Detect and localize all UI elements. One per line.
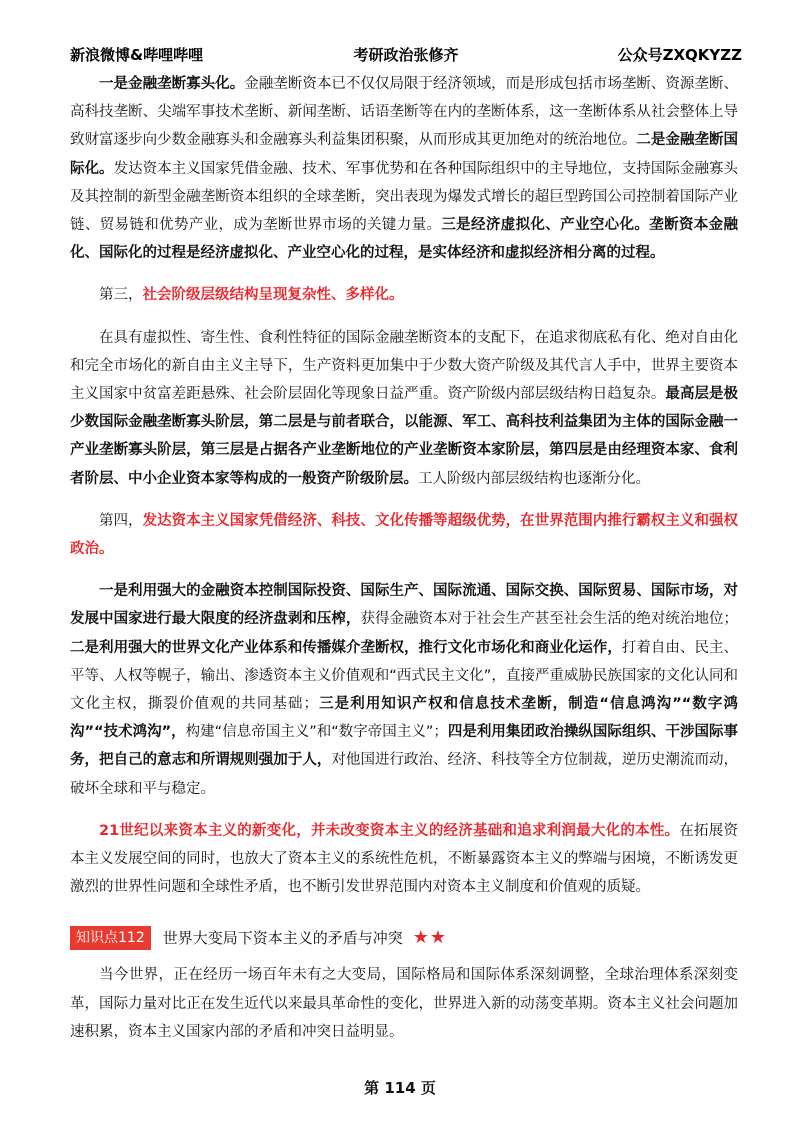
paragraph-hegemony: [70, 577, 738, 803]
red-highlight: 21世纪以来资本主义的新变化，并未改变资本主义的经济基础和追求利润最大化的本性。: [99, 822, 680, 839]
knowledge-point-badge: 知识点112: [70, 926, 151, 950]
text-run: 构建“信息帝国主义”和“数字帝国主义”；: [185, 724, 448, 741]
text-run: 金融垄断资本已不仅仅局限于经济领域，而是形成包括市场垄断、资源垄断、高科技垄断、尖端军事技术垄断、新闻垄断、话语垄断等在内的垄断体系，这一垄断体系从社会整体上导致财富逐步向少数金融寡头和金融寡头利益集团积聚，从而形成其更加绝对的统治地位。: [70, 76, 738, 149]
page-header: [70, 44, 742, 68]
bold-phrase: 一是金融垄断寡头化。: [99, 76, 245, 92]
bold-phrase: 一是利用强大的金融资本控制国际投资、国际生产、国际流通、国际交换、国际贸易、国际市场，对发展中国家进行最大限度的经济盘剥和压榨，: [70, 583, 738, 628]
bold-phrase: 三是利用知识产权和信息技术垄断，制造“信息鸿沟”“数字鸿沟”“技术鸿沟”，: [70, 696, 739, 741]
bold-phrase: 二是利用强大的世界文化产业体系和传播媒介垄断权，推行文化市场化和商业化运作，: [70, 639, 622, 656]
text-run: 在拓展资本主义发展空间的同时，也放大了资本主义的系统性危机，不断暴露资本主义的弊端与困境，不断诱发更激烈的世界性问题和全球性矛盾，也不断引发世界范围内对资本主义制度和价值观的质疑。: [70, 822, 738, 896]
text-run: 在具有虚拟性、寄生性、食利性特征的国际金融垄断资本的支配下，在追求彻底私有化、绝对自由化和完全市场化的新自由主义主导下，生产资料更加集中于少数大资产阶级及其代言人手中，世界主要资本主义国家中贫富差距悬殊、社会阶层固化等现象日益严重。资产阶级内部层级结构日趋复杂。: [70, 329, 738, 403]
page-content: [70, 70, 738, 1046]
text-run: 发达资本主义国家凭借金融、技术、军事优势和在各种国际组织中的主导地位，支持国际金融寡头及其控制的新型金融垄断资本组织的全球垄断，突出表现为爆发式增长的超巨型跨国公司控制着国际产业链、贸易链和优势产业，成为垄断世界市场的关键力量。: [70, 160, 739, 234]
section-title: 社会阶级层级结构呈现复杂性、多样化。: [142, 287, 404, 304]
section-heading-third: [70, 281, 738, 309]
knowledge-point-heading: [70, 923, 738, 953]
paragraph-world-changes: 当今世界，正在经历一场百年未有之大变局，国际格局和国际体系深刻调整，全球治理体系深刻变革，国际力量对比正在发生近代以来最具革命性的变化，世界进入新的动荡变革期。资本主义社会问题加速积累，资本主义国家内部的矛盾和冲突日益明显。: [70, 967, 738, 1040]
section-title: 发达资本主义国家凭借经济、科技、文化传播等超级优势，在世界范围内推行霸权主义和强权政治。: [70, 512, 739, 558]
text-run: 打着自由、民主、平等、人权等幌子，输出、渗透资本主义价值观和“西式民主文化”，直接严重威胁民族国家的文化认同和文化主权，撕裂价值观的共同基础；: [70, 639, 738, 713]
page-number: 第 114 页: [364, 1079, 436, 1097]
bold-phrase: 二是金融垄断国际化。: [70, 132, 739, 177]
text-run: 对他国进行政治、经济、科技等全方位制裁，逆历史潮流而动，破坏全球和平与稳定。: [70, 752, 739, 797]
bold-phrase: 垄断资本金融化、国际化的过程是经济虚拟化、产业空心化的过程，是实体经济和虚拟经济相分离的过程。: [70, 217, 739, 262]
paragraph-class-structure: [70, 324, 738, 493]
header-right-text: 公众号ZXQKYZZ: [617, 46, 742, 64]
section-heading-fourth: [70, 507, 738, 563]
bold-phrase: 四是利用集团政治操纵国际组织、干涉国际事务，把自己的意志和所谓规则强加于人，: [70, 724, 738, 769]
header-left-text: 新浪微博&哔哩哔哩: [70, 46, 204, 64]
section-prefix: 第四，: [99, 512, 143, 529]
importance-stars-icon: ★★: [412, 927, 448, 949]
bold-phrase: 最高层是极少数国际金融垄断寡头阶层，第二层是与前者联合，以能源、军工、高科技利益集团为主体的国际金融一产业垄断寡头阶层，第三层是占据各产业垄断地位的产业垄断资本家阶层，第四层是由经理资本家、食利者阶层、中小企业资本家等构成的一般资产阶级阶层。: [70, 386, 739, 487]
bold-phrase: 三是经济虚拟化、产业空心化。: [441, 217, 650, 234]
header-center-text: 考研政治张修齐: [353, 46, 459, 64]
paragraph-financial-monopoly: [70, 70, 738, 267]
text-run: 工人阶级内部层级结构也逐渐分化。: [418, 470, 650, 487]
paragraph-new-changes: [70, 817, 738, 902]
section-prefix: 第三，: [99, 287, 143, 304]
text-run: 获得金融资本对于社会生产甚至社会生活的绝对统治地位；: [360, 611, 739, 628]
knowledge-point-title: 世界大变局下资本主义的矛盾与冲突: [162, 929, 403, 948]
